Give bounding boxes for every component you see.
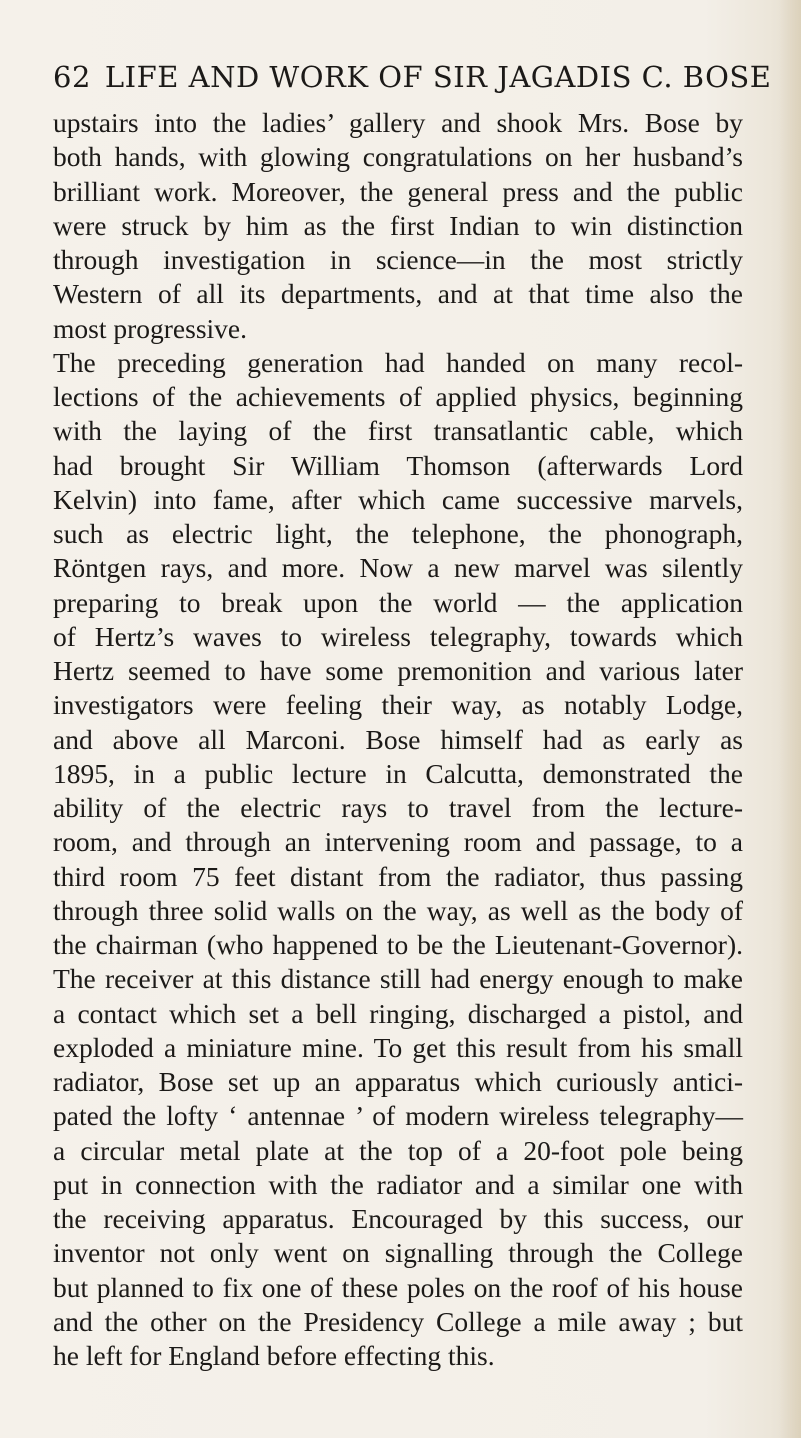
text-line: Röntgen rays, and more. Now a new marvel was silently [53,552,743,584]
body-text [53,106,743,1373]
text-line: The receiver at this distance still had energy enough to make [53,963,743,995]
text-line: a circular metal plate at the top of a 20-foot pole being [53,1134,743,1166]
text-line: of Hertz’s waves to wireless telegraphy, towards which [53,620,743,652]
running-header [53,60,772,94]
text-line: he left for England before effecting this. [53,1340,495,1371]
text-line: the receiving apparatus. Encouraged by this success, our [53,1203,743,1234]
text-line: ability of the electric rays to travel from the lecture- [53,792,743,823]
text-line: such as electric light, the telephone, the phonograph, [53,518,743,549]
text-line: were struck by him as the first Indian to win distinction [53,209,743,241]
text-line: room, and through an intervening room and passage, to a [53,826,743,858]
text-line: most progressive. [53,312,248,344]
text-line: with the laying of the first transatlantic cable, which [53,415,743,447]
text-line: inventor not only went on signalling through the College [53,1237,743,1269]
text-line: The preceding generation had handed on many recol- [53,346,743,378]
text-line: and above all Marconi. Bose himself had as early as [53,723,743,755]
page-edge-shading [779,0,801,1438]
page-number: 62 [53,60,91,94]
text-line: brilliant work. Moreover, the general press and the public [53,175,743,207]
text-line: through investigation in science—in the most strictly [53,244,743,275]
text-line: exploded a miniature mine. To get this result from his small [53,1031,743,1063]
running-title: LIFE AND WORK OF SIR JAGADIS C. BOSE [104,60,772,94]
text-line: put in connection with the radiator and a similar one with [53,1168,743,1200]
text-line: but planned to fix one of these poles on the roof of his house [53,1271,743,1303]
text-line: lections of the achievements of applied physics, beginning [53,381,743,412]
text-line: preparing to break upon the world — the application [53,586,743,618]
text-line: Western of all its departments, and at that time also the [53,278,743,310]
text-line: the chairman (who happened to be the Lieutenant-Governor). [53,929,743,960]
text-line: investigators were feeling their way, as notably Lodge, [53,689,743,721]
text-line: both hands, with glowing congratulations on her husband’s [53,141,743,173]
text-line: had brought Sir William Thomson (afterwards Lord [53,449,743,481]
text-line: radiator, Bose set up an apparatus which curiously antici- [53,1066,743,1097]
text-line: upstairs into the ladies’ gallery and shook Mrs. Bose by [53,107,743,138]
text-line: 1895, in a public lecture in Calcutta, demonstrated the [53,757,743,789]
text-line: third room 75 feet distant from the radiator, thus passing [53,860,743,892]
text-line: Hertz seemed to have some premonition and various later [53,655,743,686]
text-line: and the other on the Presidency College a mile away ; but [53,1305,743,1337]
text-line: a contact which set a bell ringing, discharged a pistol, and [53,997,743,1029]
text-line: Kelvin) into fame, after which came successive marvels, [53,483,743,515]
text-line: pated the lofty ‘ antennae ’ of modern wireless telegraphy— [53,1100,743,1132]
text-line: through three solid walls on the way, as well as the body of [53,894,743,926]
